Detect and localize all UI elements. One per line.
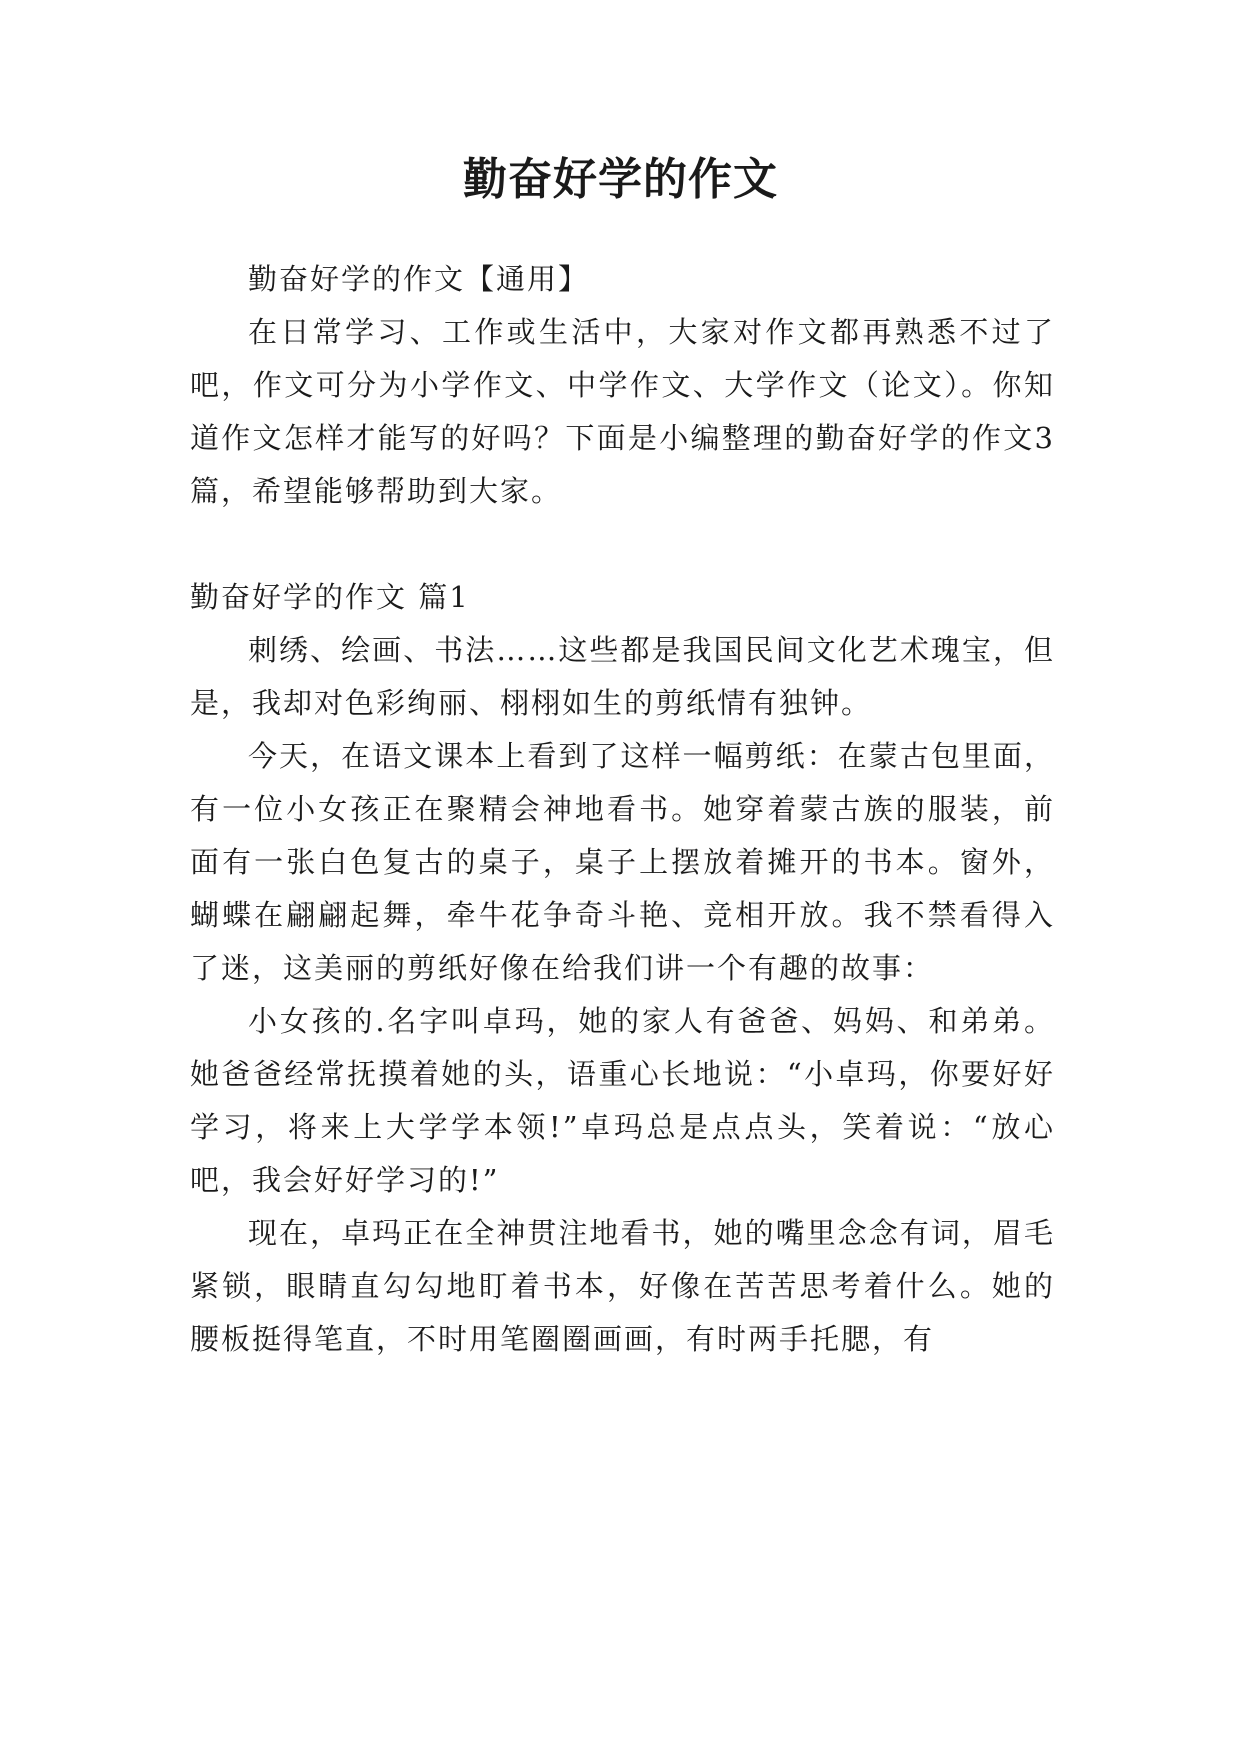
intro-paragraph: 在日常学习、工作或生活中，大家对作文都再熟悉不过了吧，作文可分为小学作文、中学作文、大学作文（论文）。你知道作文怎样才能写的好吗？下面是小编整理的勤奋好学的作文3篇，希望能够帮助到大家。: [190, 315, 1055, 508]
section-heading: 勤奋好学的作文 篇1: [190, 580, 470, 614]
document-body: [190, 253, 1055, 1366]
body-paragraph-2: 今天，在语文课本上看到了这样一幅剪纸：在蒙古包里面，有一位小女孩正在聚精会神地看书。她穿着蒙古族的服装，前面有一张白色复古的桌子，桌子上摆放着摊开的书本。窗外，蝴蝶在翩翩起舞，牵牛花争奇斗艳、竞相开放。我不禁看得入了迷，这美丽的剪纸好像在给我们讲一个有趣的故事：: [190, 739, 1055, 985]
document-subtitle: 勤奋好学的作文【通用】: [248, 262, 590, 296]
body-paragraph-3: 小女孩的.名字叫卓玛，她的家人有爸爸、妈妈、和弟弟。她爸爸经常抚摸着她的头，语重心长地说：“小卓玛，你要好好学习，将来上大学学本领!”卓玛总是点点头，笑着说：“放心吧，我会好好学习的!”: [190, 1004, 1055, 1197]
body-paragraph-1: 刺绣、绘画、书法……这些都是我国民间文化艺术瑰宝，但是，我却对色彩绚丽、栩栩如生的剪纸情有独钟。: [190, 633, 1055, 720]
section-spacer: [190, 518, 1055, 571]
body-paragraph-4: 现在，卓玛正在全神贯注地看书，她的嘴里念念有词，眉毛紧锁，眼睛直勾勾地盯着书本，好像在苦苦思考着什么。她的腰板挺得笔直，不时用笔圈圈画画，有时两手托腮，有: [190, 1216, 1055, 1356]
document-title: 勤奋好学的作文: [463, 154, 778, 205]
